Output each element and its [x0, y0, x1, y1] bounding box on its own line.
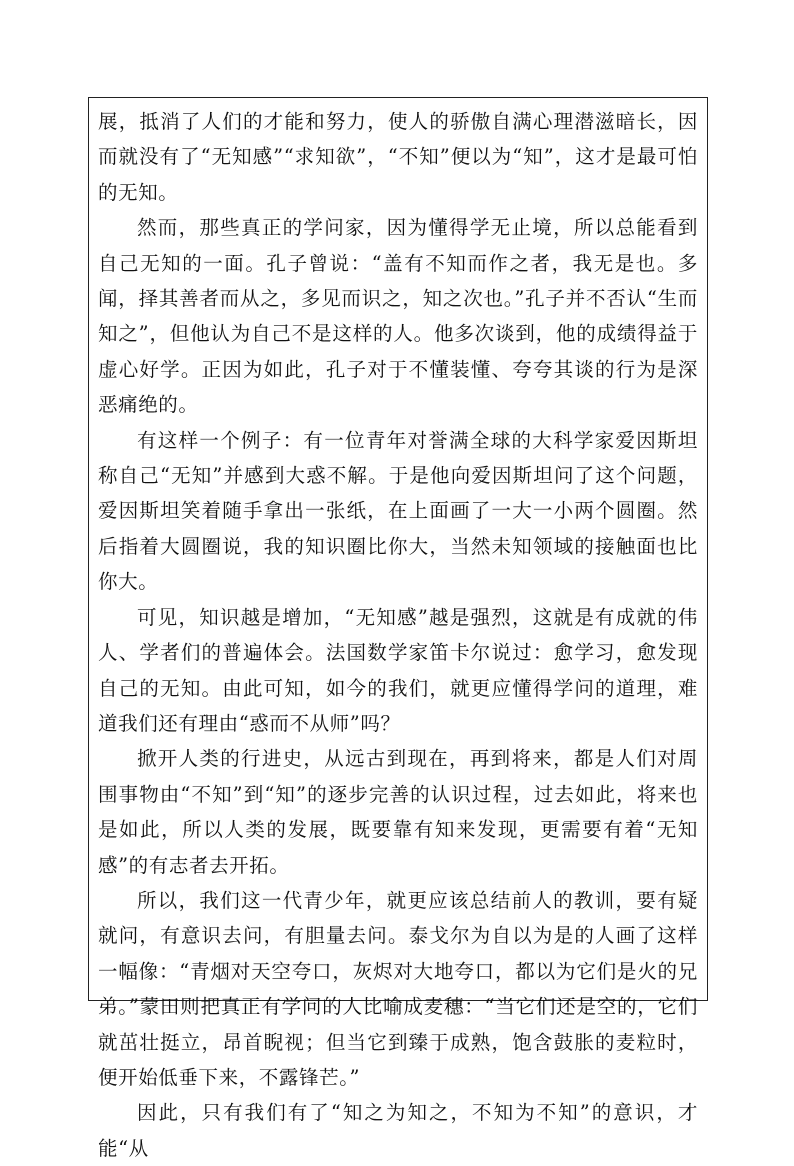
essay-body [98, 104, 698, 1166]
text-box [88, 97, 708, 1160]
paragraph-6: 所以，我们这一代青少年，就更应该总结前人的教训，要有疑就问，有意识去问，有胆量去问。泰戈尔为自以为是的人画了这样一幅像：“青烟对天空夸口，灰烬对大地夸口，都以为它们是火的兄弟。”蒙田则把真正有学问的人比喻成麦穗：“当它们还是空的，它们就茁壮挺立，昂首睨视；但当它到臻于成熟，饱含鼓胀的麦粒时，便开始低垂下来，不露锋芒。” [98, 888, 698, 1089]
paragraph-4: 可见，知识越是增加，“无知感”越是强烈，这就是有成就的伟人、学者们的普遍体会。法国数学家笛卡尔说过：愈学习，愈发现自己的无知。由此可知，如今的我们，就更应懂得学问的道理，难道我们还有理由“惑而不从师”吗？ [98, 605, 698, 735]
paragraph-3: 有这样一个例子：有一位青年对誉满全球的大科学家爱因斯坦称自己“无知”并感到大惑不解。于是他向爱因斯坦问了这个问题，爱因斯坦笑着随手拿出一张纸，在上面画了一大一小两个圆圈。然后指着大圆圈说，我的知识圈比你大，当然未知领域的接触面也比你大。 [98, 428, 698, 594]
paragraph-2: 然而，那些真正的学问家，因为懂得学无止境，所以总能看到自己无知的一面。孔子曾说：“盖有不知而作之者，我无是也。多闻，择其善者而从之，多见而识之，知之次也。”孔子并不否认“生而知之”，但他认为自己不是这样的人。他多次谈到，他的成绩得益于虚心好学。正因为如此，孔子对于不懂装懂、夸夸其谈的行为是深恶痛绝的。 [98, 216, 698, 417]
paragraph-7: 因此，只有我们有了“知之为知之，不知为不知”的意识，才能“从 [98, 1101, 698, 1160]
paragraph-1: 展，抵消了人们的才能和努力，使人的骄傲自满心理潜滋暗长，因而就没有了“无知感”“求知欲”，“不知”便以为“知”，这才是最可怕的无知。 [98, 110, 698, 204]
paragraph-5: 掀开人类的行进史，从远古到现在，再到将来，都是人们对周围事物由“不知”到“知”的逐步完善的认识过程，过去如此，将来也是如此，所以人类的发展，既要靠有知来发现，更需要有着“无知感”的有志者去开拓。 [98, 747, 698, 877]
